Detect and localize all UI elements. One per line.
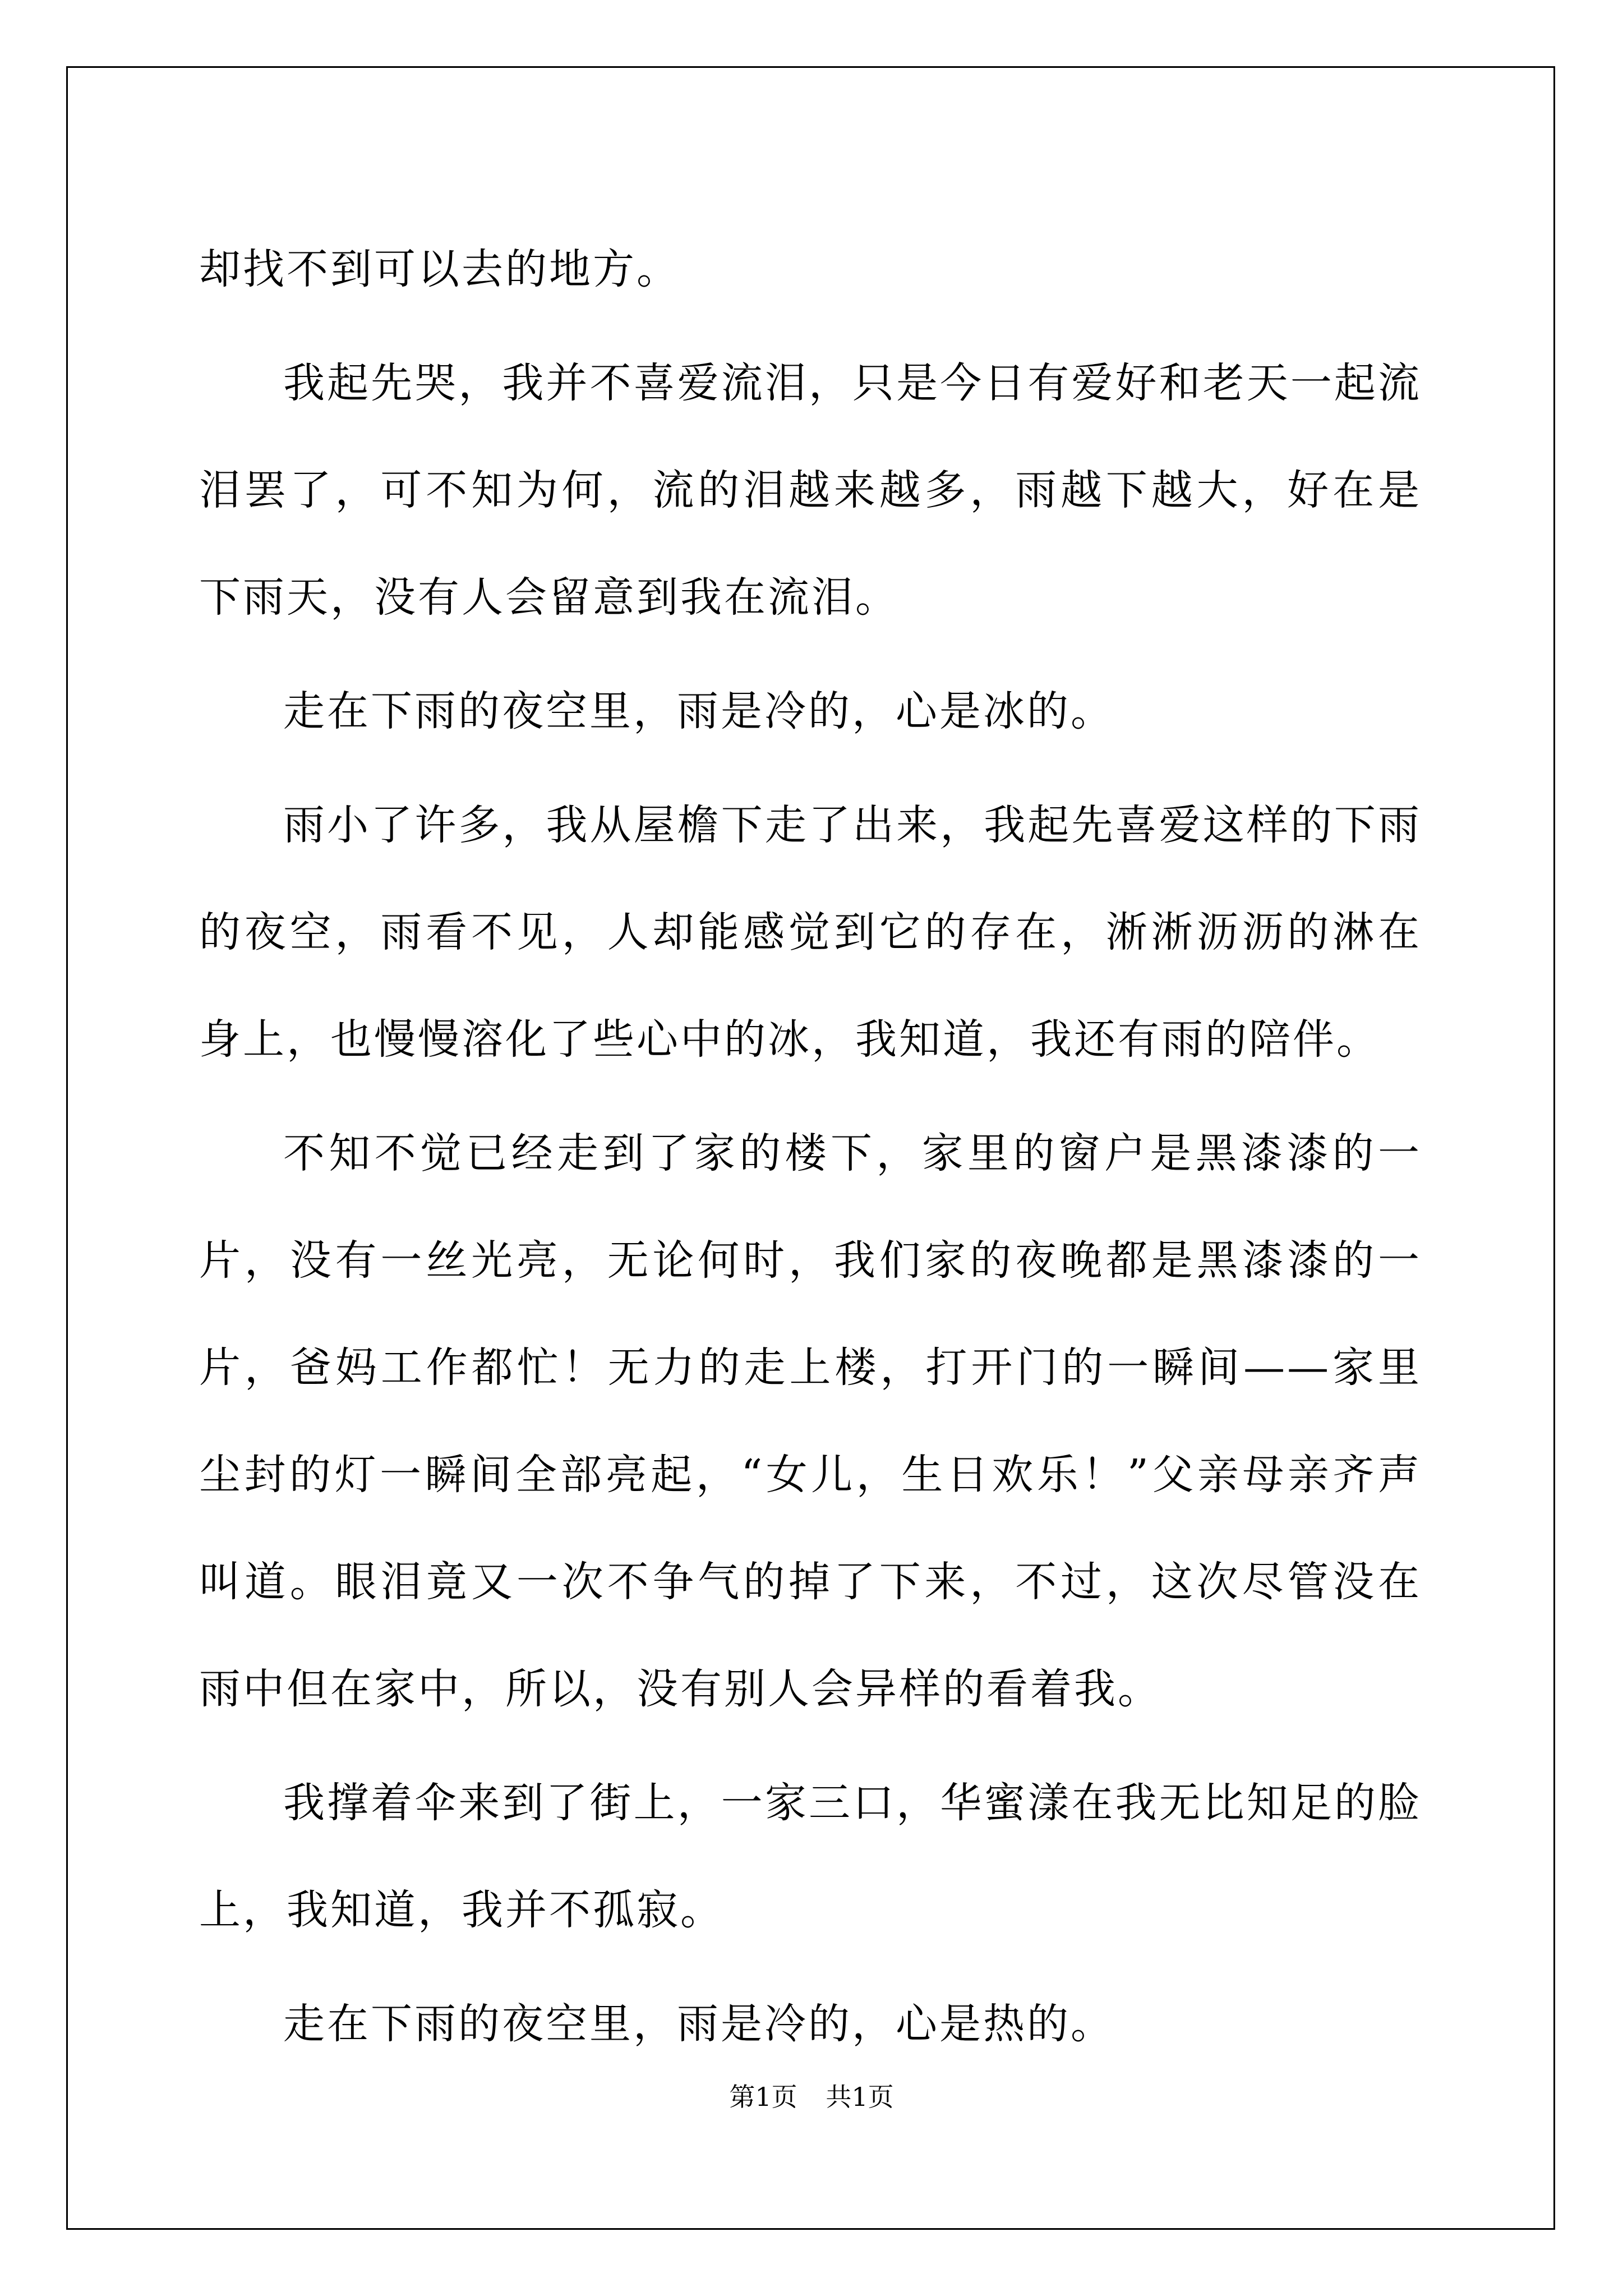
paragraph: 不知不觉已经走到了家的楼下，家里的窗户是黑漆漆的一片，没有一丝光亮，无论何时，我们家的夜晚都是黑漆漆的一片，爸妈工作都忙！无力的走上楼，打开门的一瞬间——家里尘封的灯一瞬间全部亮起，“女儿，生日欢乐！”父亲母亲齐声叫道。眼泪竟又一次不争气的掉了下来，不过，这次尽管没在雨中但在家中，所以，没有别人会异样的看着我。 — [199, 1129, 1422, 1713]
page-number-current: 第1页 — [729, 2082, 797, 2112]
paragraph: 却找不到可以去的地方。 — [199, 245, 680, 293]
paragraph: 我撑着伞来到了街上，一家三口，华蜜漾在我无比知足的脸上，我知道，我并不孤寂。 — [199, 1779, 1422, 1934]
document-body — [199, 216, 1422, 2085]
page-number-total: 共1页 — [826, 2082, 894, 2112]
paragraph: 我起先哭，我并不喜爱流泪，只是今日有爱好和老天一起流泪罢了，可不知为何，流的泪越来越多，雨越下越大，好在是下雨天，没有人会留意到我在流泪。 — [199, 359, 1422, 622]
paragraph: 走在下雨的夜空里，雨是冷的，心是热的。 — [283, 2000, 1114, 2048]
paragraph: 走在下雨的夜空里，雨是冷的，心是冰的。 — [283, 687, 1114, 735]
paragraph: 雨小了许多，我从屋檐下走了出来，我起先喜爱这样的下雨的夜空，雨看不见，人却能感觉到它的存在，淅淅沥沥的淋在身上，也慢慢溶化了些心中的冰，我知道，我还有雨的陪伴。 — [199, 801, 1422, 1064]
page-footer — [0, 2080, 1623, 2114]
